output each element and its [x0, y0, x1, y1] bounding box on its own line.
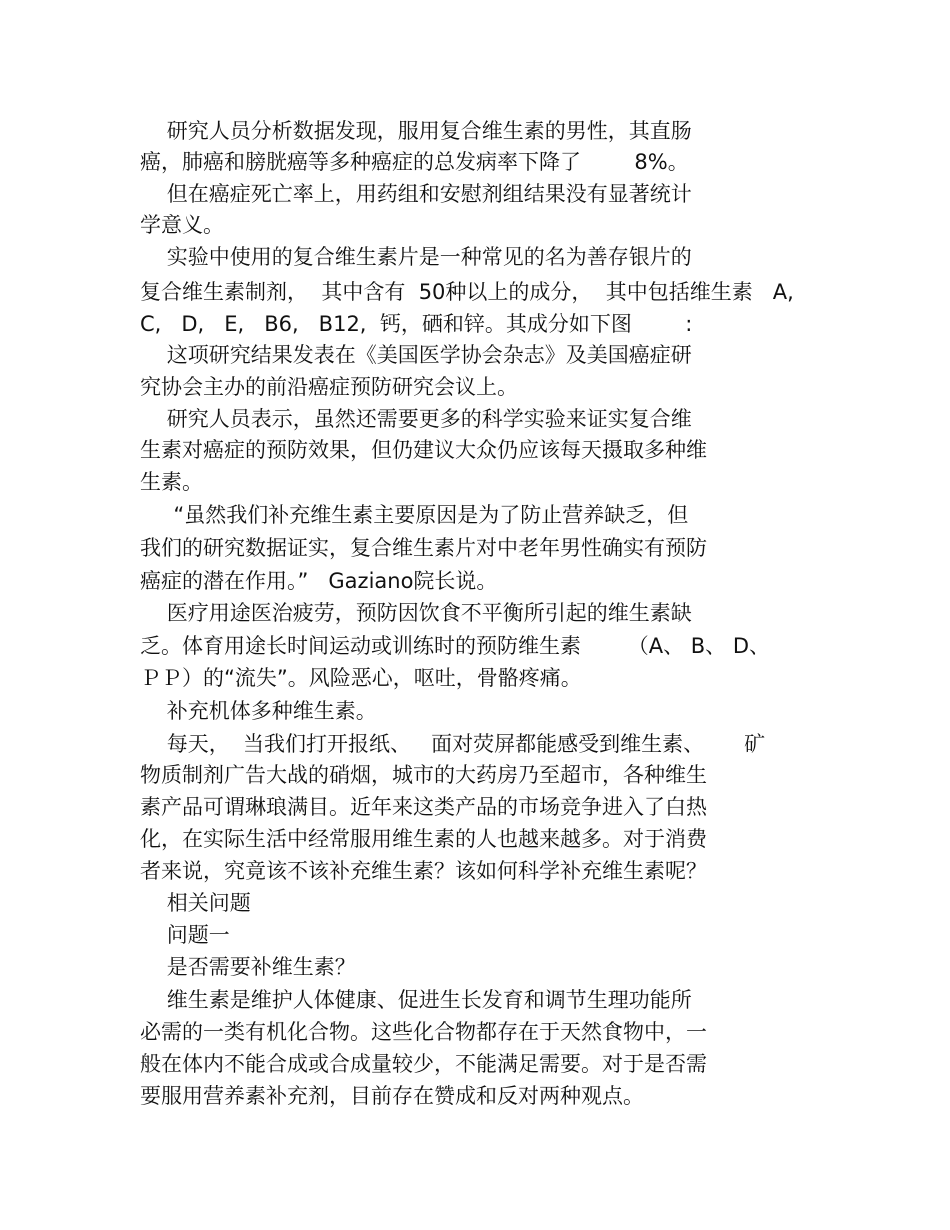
text-line: 研究人员分析数据发现，服用复合维生素的男性，其直肠	[140, 119, 692, 143]
text-line: 复合维生素制剂， 其中含有 50种以上的成分， 其中包括维生素 A,	[140, 280, 794, 304]
text-line: 但在癌症死亡率上，用药组和安慰剂组结果没有显著统计	[140, 182, 692, 206]
text-line: 相关问题	[140, 891, 251, 915]
text-line: 般在体内不能合成或合成量较少，不能满足需要。对于是否需	[140, 1052, 707, 1076]
text-line: 研究人员表示，虽然还需要更多的科学实验来证实复合维	[140, 407, 692, 431]
text-line: 癌症的潜在作用。” Gaziano院长说。	[140, 569, 498, 593]
text-line: 素产品可谓琳琅满目。近年来这类产品的市场竞争进入了白热	[140, 795, 707, 819]
text-line: ＰＰ）的“流失”。风险恶心，呕吐，骨骼疼痛。	[140, 666, 582, 690]
text-line: C, D, E, B6, B12, 钙，硒和锌。其成分如下图 :	[140, 312, 693, 336]
text-line: 实验中使用的复合维生素片是一种常见的名为善存银片的	[140, 245, 692, 269]
text-line: 问题一	[140, 923, 230, 947]
text-line: “虽然我们补充维生素主要原因是为了防止营养缺乏，但	[140, 503, 689, 527]
text-line: 维生素是维护人体健康、促进生长发育和调节生理功能所	[140, 988, 692, 1012]
text-line: 学意义。	[140, 213, 224, 237]
text-line: 要服用营养素补充剂，目前存在赞成和反对两种观点。	[140, 1084, 644, 1108]
text-line: 化，在实际生活中经常服用维生素的人也越来越多。对于消费	[140, 827, 707, 851]
text-line: 每天， 当我们打开报纸、 面对荧屏都能感受到维生素、 矿	[140, 732, 766, 756]
text-line: 癌，肺癌和膀胱癌等多种癌症的总发病率下降了 8%。	[140, 150, 689, 174]
text-line: 必需的一类有机化合物。这些化合物都存在于天然食物中，一	[140, 1020, 707, 1044]
text-line: 物质制剂广告大战的硝烟，城市的大药房乃至超市，各种维生	[140, 763, 707, 787]
text-line: 医疗用途医治疲劳，预防因饮食不平衡所引起的维生素缺	[140, 601, 692, 625]
text-line: 是否需要补维生素？	[140, 955, 356, 979]
text-line: 这项研究结果发表在《美国医学协会杂志》及美国癌症研	[140, 343, 692, 367]
text-line: 者来说，究竟该不该补充维生素？该如何科学补充维生素呢？	[140, 859, 707, 883]
text-line: 生素对癌症的预防效果，但仍建议大众仍应该每天摄取多种维	[140, 438, 707, 462]
text-line: 乏。体育用途长时间运动或训练时的预防维生素 （A、 B、 D、	[140, 634, 771, 658]
text-line: 究协会主办的前沿癌症预防研究会议上。	[140, 375, 518, 399]
text-line: 我们的研究数据证实，复合维生素片对中老年男性确实有预防	[140, 536, 707, 560]
text-line: 补充机体多种维生素。	[140, 699, 377, 723]
text-line: 生素。	[140, 470, 203, 494]
